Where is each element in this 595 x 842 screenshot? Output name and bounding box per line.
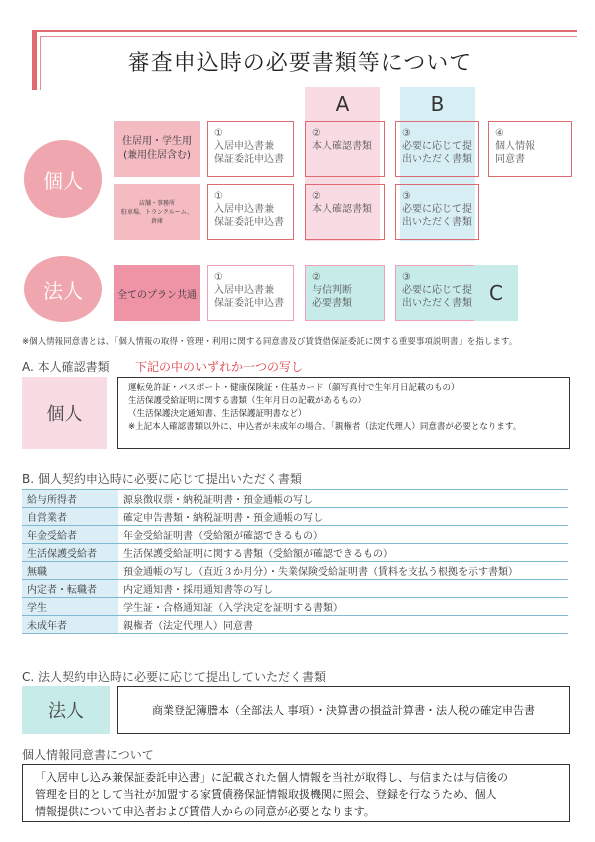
table-row: 生活保護受給者 生活保護受給証明に関する書類（受給額が確認できるもの） xyxy=(22,544,568,562)
title-decor-line xyxy=(32,30,577,32)
consent-line: 情報提供について申込者および賃借人からの同意が必要となります。 xyxy=(35,805,375,818)
doc-r1-id: ② 本人確認書類 xyxy=(305,121,385,177)
table-row: 学生 学生証・合格通知証（入学決定を証明する書類） xyxy=(22,598,568,616)
corporate-label: 法人 xyxy=(43,278,83,303)
category-line: 店舗・事務所 xyxy=(138,199,175,207)
doc-r2-application: ① 入居申込書兼 保証委託申込書 xyxy=(207,184,294,240)
category-commercial xyxy=(114,184,200,240)
doc-r3-optional: ③ 必要に応じて提 出いただく書類 xyxy=(395,265,479,321)
doc-r3-application: ① 入居申込書兼 保証委託申込書 xyxy=(207,265,294,321)
section-a-line: 生活保護受給証明に関する書類（生年月日の記載があるもの） xyxy=(128,396,367,406)
doc-r1-privacy-consent: ④ 個人情報 同意書 xyxy=(488,121,572,177)
table-row: 無職 預金通帳の写し（直近３か月分）・失業保険受給証明書（賃料を支払う根拠を示す書類） xyxy=(22,562,568,580)
section-c-title: C. 法人契約申込時に必要に応じて提出していただく書類 xyxy=(22,670,327,684)
section-a-subtitle: 下記の中のいずれか一つの写し xyxy=(135,360,304,374)
consent-line: 管理を目的として当社が加盟する家賃債務保証情報取扱機関に照会、登録を行なうため、個人 xyxy=(35,788,497,801)
section-a-line: （生活保護決定通知書、生活保護証明書など） xyxy=(128,409,307,419)
title-decor-line-inner xyxy=(40,36,577,37)
section-b-table xyxy=(22,489,568,634)
category-line: 倉庫 xyxy=(150,217,163,225)
table-row: 給与所得者 源泉徴収票・納税証明書・預金通帳の写し xyxy=(22,490,568,508)
doc-r2-optional: ③ 必要に応じて提 出いただく書類 xyxy=(395,184,479,240)
category-all-plans: 全てのプラン共通 xyxy=(114,265,200,321)
table-row: 内定者・転職者 内定通知書・採用通知書等の写し xyxy=(22,580,568,598)
section-a-line: ※上記本人確認書類以外に、申込者が未成年の場合、「親権者（法定代理人）同意書が必要となります。 xyxy=(128,422,522,432)
table-row: 未成年者 親権者（法定代理人）同意書 xyxy=(22,616,568,634)
title-decor-bar xyxy=(32,30,37,90)
section-a-line: 運転免許証・パスポート・健康保険証・住基カード（顔写真付で生年月日記載のもの） xyxy=(128,383,460,393)
doc-r3-credit: ② 与信判断 必要書類 xyxy=(305,265,385,321)
section-c-content: 商業登記簿謄本（全部法人 事項）・決算書の損益計算書・法人税の確定申告書 xyxy=(117,686,570,734)
section-b-title: B. 個人契約申込時に必要に応じて提出いただく書類 xyxy=(22,472,302,486)
section-a-content xyxy=(117,377,570,449)
title-decor-bar-inner xyxy=(40,36,41,90)
section-c-label: 法人 xyxy=(22,686,110,734)
consent-content xyxy=(22,764,570,822)
section-a-label: 個人 xyxy=(22,377,107,449)
category-line: (兼用住居含む) xyxy=(123,150,191,161)
table-row: 自営業者 確定申告書類・納税証明書・預金通帳の写し xyxy=(22,508,568,526)
category-line: 住居用・学生用 xyxy=(122,136,192,147)
column-a-header: A xyxy=(305,87,380,121)
doc-r1-application: ① 入居申込書兼 保証委託申込書 xyxy=(207,121,294,177)
table-row: 年金受給者 年金受給証明書（受給額が確認できるもの） xyxy=(22,526,568,544)
category-line: 駐車場、トランクルーム、 xyxy=(121,208,193,216)
category-residential xyxy=(114,121,200,177)
individual-label: 個人 xyxy=(43,168,83,193)
section-a-title: A. 本人確認書類 xyxy=(22,360,110,374)
consent-title: 個人情報同意書について xyxy=(22,748,154,762)
column-c-header: C xyxy=(474,265,518,321)
corporate-circle xyxy=(24,256,102,322)
page-title: 審査申込時の必要書類等について xyxy=(127,51,473,76)
doc-r2-id: ② 本人確認書類 xyxy=(305,184,385,240)
doc-r1-optional: ③ 必要に応じて提 出いただく書類 xyxy=(395,121,479,177)
individual-circle xyxy=(24,140,102,218)
privacy-note: ※個人情報同意書とは、「個人情報の取得・管理・利用に関する同意書及び賃貸借保証委託に関する重要事項説明書」を指します。 xyxy=(22,337,518,347)
column-b-header: B xyxy=(400,87,475,121)
consent-line: 「入居申し込み兼保証委託申込書」に記載された個人情報を当社が取得し、与信または与信後の xyxy=(35,771,508,784)
